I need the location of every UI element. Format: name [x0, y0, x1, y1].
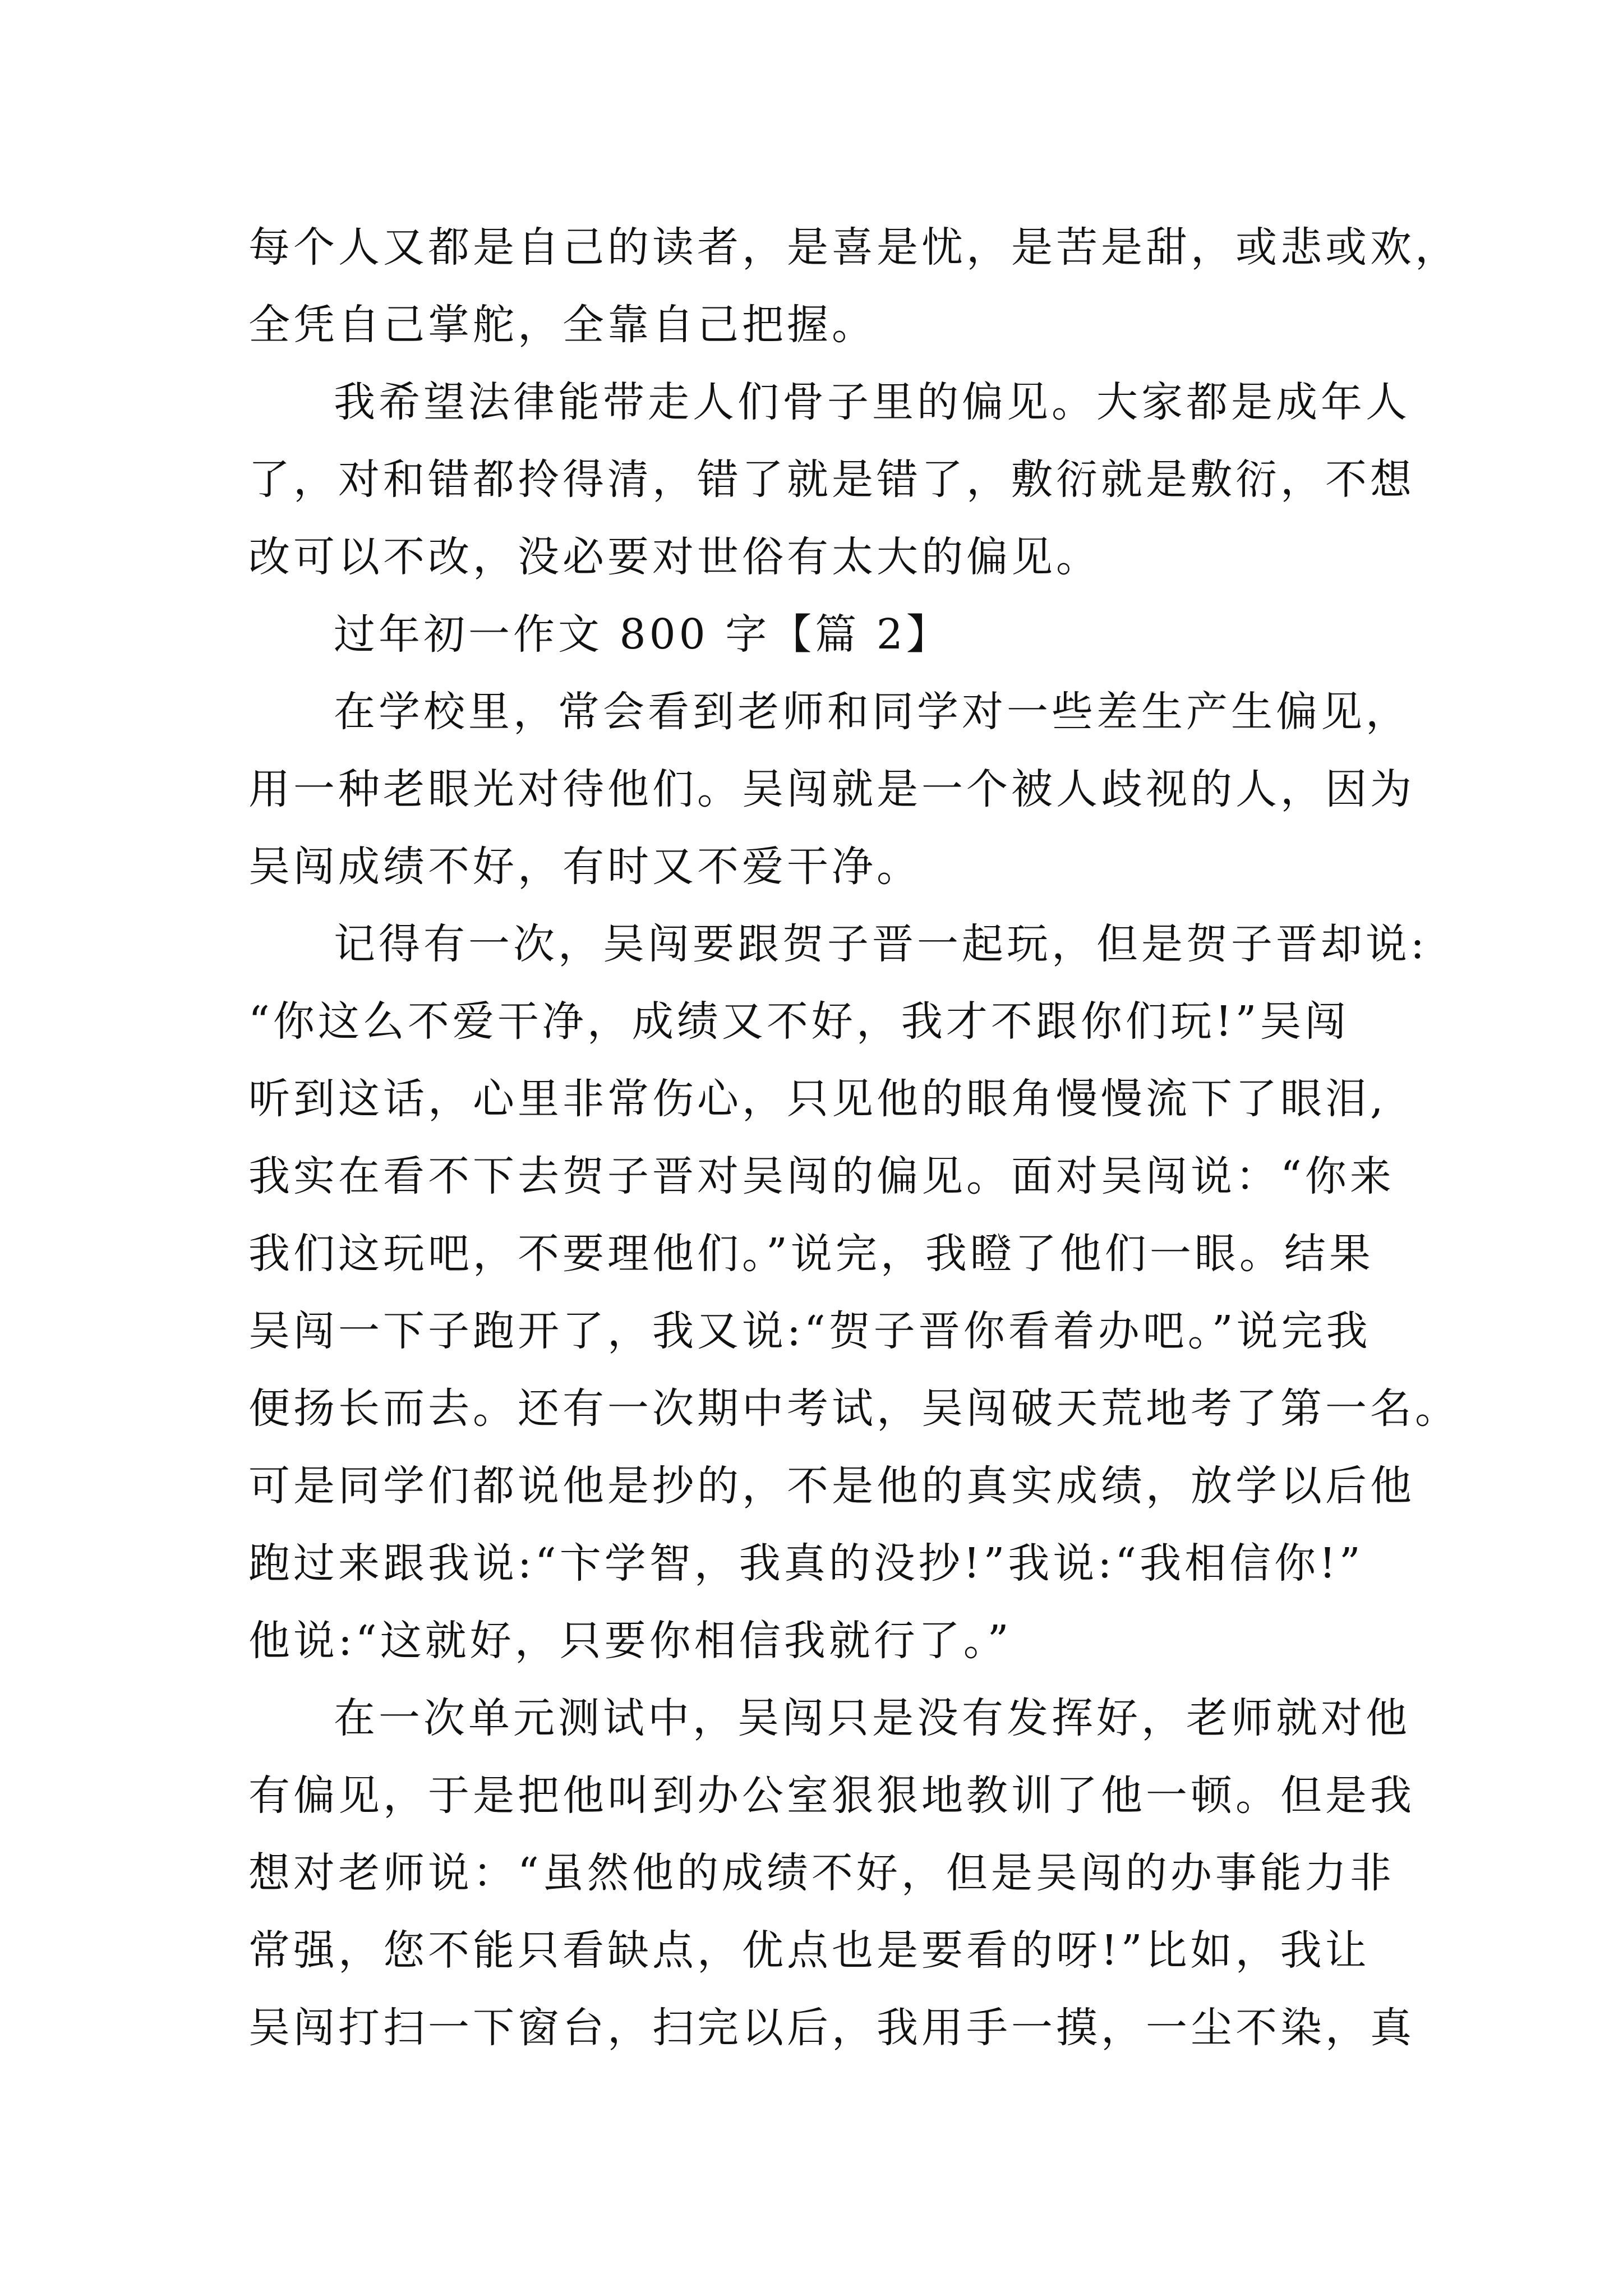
text-line: 了，对和错都拎得清，错了就是错了，敷衍就是敷衍，不想	[248, 455, 1415, 504]
text-line: 记得有一次，吴闯要跟贺子晋一起玩，但是贺子晋却说:	[334, 920, 1428, 968]
text-line: 在学校里，常会看到老师和同学对一些差生产生偏见，	[334, 688, 1410, 736]
text-line: 用一种老眼光对待他们。吴闯就是一个被人歧视的人，因为	[248, 765, 1415, 813]
text-line: 吴闯成绩不好，有时又不爱干净。	[248, 843, 921, 891]
text-line: 全凭自己掌舵，全靠自己把握。	[248, 301, 877, 349]
text-line: 吴闯打扫一下窗台，扫完以后，我用手一摸，一尘不染，真	[248, 2004, 1415, 2052]
text-line: 吴闯一下子跑开了，我又说:“贺子晋你看着办吧。”说完我	[248, 1307, 1371, 1355]
text-line: 可是同学们都说他是抄的，不是他的真实成绩，放学以后他	[248, 1462, 1415, 1510]
text-line: 常强，您不能只看缺点，优点也是要看的呀!”比如，我让	[248, 1926, 1370, 1975]
text-line: 每个人又都是自己的读者，是喜是忧，是苦是甜，或悲或欢，	[248, 223, 1460, 272]
text-line: 听到这话，心里非常伤心，只见他的眼角慢慢流下了眼泪,	[248, 1075, 1387, 1123]
text-line: 想对老师说：“虽然他的成绩不好，但是吴闯的办事能力非	[248, 1849, 1395, 1897]
text-line: 我希望法律能带走人们骨子里的偏见。大家都是成年人	[334, 378, 1410, 426]
text-line: 有偏见，于是把他叫到办公室狠狠地教训了他一顿。但是我	[248, 1772, 1415, 1820]
section-heading: 过年初一作文 800 字【篇 2】	[334, 610, 951, 659]
text-line: 在一次单元测试中，吴闯只是没有发挥好，老师就对他	[334, 1694, 1410, 1742]
text-line: 我们这玩吧，不要理他们。”说完，我瞪了他们一眼。结果	[248, 1230, 1374, 1278]
text-line: 改可以不改，没必要对世俗有太大的偏见。	[248, 533, 1101, 581]
text-line: “你这么不爱干净，成绩又不好，我才不跟你们玩!”吴闯	[248, 997, 1350, 1046]
text-line: 他说:“这就好，只要你相信我就行了。”	[248, 1617, 1012, 1665]
text-line: 跑过来跟我说:“卞学智，我真的没抄!”我说:“我相信你!”	[248, 1539, 1364, 1588]
text-line: 便扬长而去。还有一次期中考试，吴闯破天荒地考了第一名。	[248, 1384, 1460, 1433]
document-body	[248, 209, 1460, 2067]
text-line: 我实在看不下去贺子晋对吴闯的偏见。面对吴闯说：“你来	[248, 1152, 1395, 1200]
